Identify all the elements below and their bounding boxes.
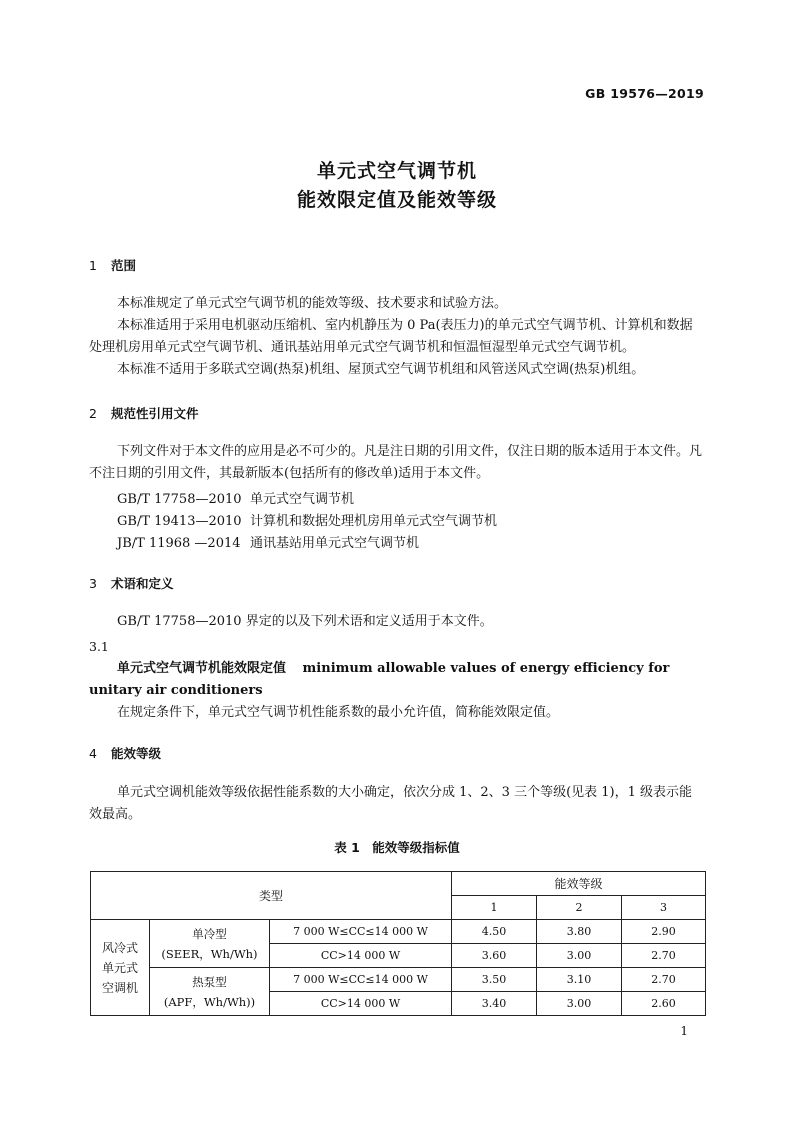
section-number: 2 <box>89 406 97 421</box>
section-number: 4 <box>89 746 97 761</box>
grade-header: 2 <box>537 896 622 920</box>
category-cell: 风冷式单元式空调机 <box>91 920 150 1016</box>
value-cell: 3.60 <box>452 944 537 968</box>
paragraph: GB/T 17758—2010 界定的以及下列术语和定义适用于本文件。 <box>117 614 493 629</box>
range-cell: 7 000 W≤CC≤14 000 W <box>270 968 452 992</box>
value-cell: 2.70 <box>622 968 706 992</box>
group-unit: (APF，Wh/Wh)) <box>163 994 256 1009</box>
document-title-line1: 单元式空气调节机 <box>316 160 477 182</box>
group-name: 热泵型 <box>192 974 227 989</box>
standard-number: GB 19576—2019 <box>585 86 704 101</box>
reference-item <box>117 488 354 507</box>
header-grade: 能效等级 <box>452 872 706 896</box>
value-cell: 4.50 <box>452 920 537 944</box>
header-type: 类型 <box>91 872 452 920</box>
reference-name: 通讯基站用单元式空气调节机 <box>250 536 420 551</box>
section-heading-2 <box>89 404 199 422</box>
paragraph: 本标准规定了单元式空气调节机的能效等级、技术要求和试验方法。 <box>117 296 508 311</box>
value-cell: 3.40 <box>452 992 537 1016</box>
group-unit: (SEER，Wh/Wh) <box>161 946 258 961</box>
section-heading-1 <box>89 256 136 274</box>
term-entry <box>89 658 705 702</box>
range-cell: CC>14 000 W <box>270 944 452 968</box>
table-caption: 表 1 能效等级指标值 <box>334 840 460 855</box>
value-cell: 3.50 <box>452 968 537 992</box>
section-heading-4 <box>89 744 161 762</box>
reference-name: 计算机和数据处理机房用单元式空气调节机 <box>250 514 498 529</box>
reference-name: 单元式空气调节机 <box>250 492 355 507</box>
paragraph: 下列文件对于本文件的应用是必不可少的。凡是注日期的引用文件，仅注日期的版本适用于本文件。凡不注日期的引用文件，其最新版本(包括所有的修改单)适用于本文件。 <box>89 444 703 481</box>
term-english: minimum allowable values of energy efficiency for unitary air conditioners <box>89 661 670 698</box>
group-name: 单冷型 <box>192 926 227 941</box>
page-number: 1 <box>680 1024 688 1038</box>
section-title: 范围 <box>111 258 137 273</box>
reference-code: GB/T 17758—2010 <box>117 492 242 507</box>
value-cell: 2.90 <box>622 920 706 944</box>
group-cell <box>150 920 270 968</box>
term-chinese: 单元式空气调节机能效限定值 <box>117 661 287 676</box>
value-cell: 2.70 <box>622 944 706 968</box>
section-heading-3 <box>89 574 174 592</box>
value-cell: 3.10 <box>537 968 622 992</box>
reference-item <box>117 510 497 529</box>
reference-item <box>117 532 419 551</box>
value-cell: 3.00 <box>537 992 622 1016</box>
reference-code: JB/T 11968 —2014 <box>117 536 241 551</box>
value-cell: 2.60 <box>622 992 706 1016</box>
grade-header: 3 <box>622 896 706 920</box>
section-title: 规范性引用文件 <box>111 406 199 421</box>
subsection-number: 3.1 <box>89 639 109 654</box>
value-cell: 3.00 <box>537 944 622 968</box>
grade-header: 1 <box>452 896 537 920</box>
energy-grade-table <box>90 871 706 1016</box>
document-title-line2: 能效限定值及能效等级 <box>296 189 497 211</box>
value-cell: 3.80 <box>537 920 622 944</box>
range-cell: 7 000 W≤CC≤14 000 W <box>270 920 452 944</box>
paragraph: 单元式空调机能效等级依据性能系数的大小确定，依次分成 1、2、3 三个等级(见表 1)，1 级表示能效最高。 <box>89 785 693 822</box>
section-title: 能效等级 <box>111 746 162 761</box>
section-number: 1 <box>89 258 97 273</box>
paragraph: 本标准适用于采用电机驱动压缩机、室内机静压为 0 Pa(表压力)的单元式空气调节机、计算机和数据处理机房用单元式空气调节机、通讯基站用单元式空气调节机和恒温恒湿型单元式空气调节机。 <box>89 318 693 355</box>
section-title: 术语和定义 <box>111 576 174 591</box>
reference-code: GB/T 19413—2010 <box>117 514 242 529</box>
range-cell: CC>14 000 W <box>270 992 452 1016</box>
section-number: 3 <box>89 576 97 591</box>
paragraph: 本标准不适用于多联式空调(热泵)机组、屋顶式空气调节机组和风管送风式空调(热泵)机组。 <box>117 362 645 377</box>
term-definition: 在规定条件下，单元式空气调节机性能系数的最小允许值，简称能效限定值。 <box>117 705 560 720</box>
group-cell <box>150 968 270 1016</box>
